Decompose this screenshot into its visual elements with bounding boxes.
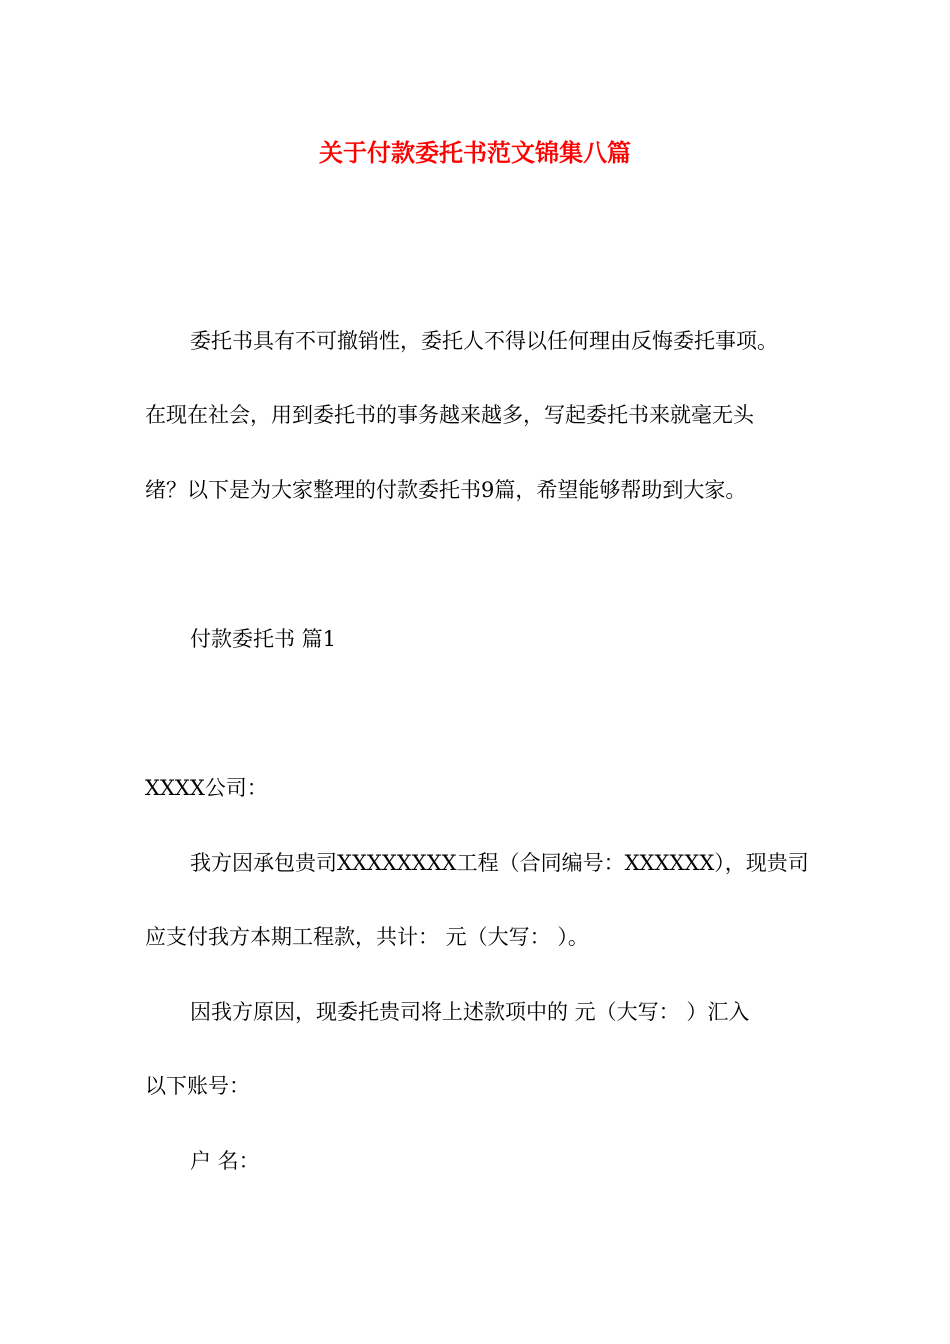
intro-line-3: 绪？以下是为大家整理的付款委托书9篇，希望能够帮助到大家。 [145, 478, 747, 502]
section-heading: 付款委托书 篇1 [190, 627, 337, 651]
body-line-3: 因我方原因，现委托贵司将上述款项中的 元（大写： ）汇入 [190, 1000, 750, 1024]
body-line-4: 以下账号： [145, 1074, 250, 1098]
document-title: 关于付款委托书范文锦集八篇 [319, 138, 631, 167]
body-line-2: 应支付我方本期工程款，共计： 元（大写： ）。 [145, 925, 589, 949]
intro-line-2: 在现在社会，用到委托书的事务越来越多，写起委托书来就毫无头 [145, 403, 754, 427]
body-line-1: 我方因承包贵司XXXXXXXX工程（合同编号：XXXXXX），现贵司 [190, 851, 809, 875]
addressee: XXXX公司： [145, 776, 268, 800]
intro-line-1: 委托书具有不可撤销性，委托人不得以任何理由反悔委托事项。 [190, 329, 778, 353]
account-name-label: 户 名： [190, 1149, 260, 1173]
